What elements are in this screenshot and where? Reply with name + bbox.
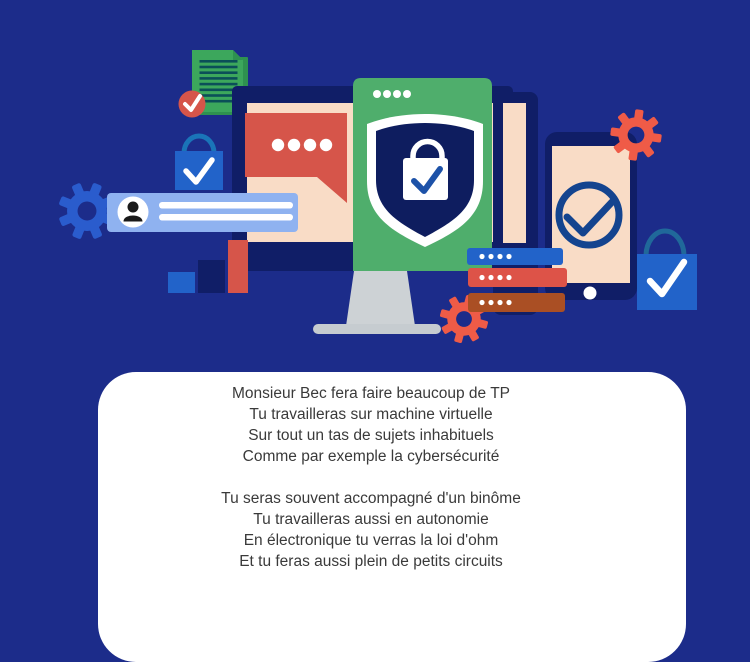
shopping-bag-icon: [637, 231, 697, 310]
monitor-stand: [313, 271, 441, 334]
poem-stanza: [116, 488, 626, 572]
poem-stanza: [116, 383, 626, 467]
approved-badge-icon: [179, 91, 206, 118]
shopping-bag-icon: [175, 136, 223, 190]
poem-line: Tu seras souvent accompagné d'un binôme: [221, 490, 521, 507]
id-banner: [107, 193, 298, 232]
poem-line: Comme par exemple la cybersécurité: [242, 448, 500, 465]
poem-line: Monsieur Bec fera faire beaucoup de TP: [231, 385, 511, 402]
poem-card: [98, 372, 686, 662]
server-books: [467, 248, 567, 312]
poem-line: Tu travailleras aussi en autonomie: [253, 511, 489, 528]
tablet-screen: [503, 103, 526, 243]
poem-text: [116, 383, 626, 572]
poem-line: Tu travailleras sur machine virtuelle: [249, 406, 493, 423]
poem-line: En électronique tu verras la loi d'ohm: [243, 532, 499, 549]
home-button: [584, 287, 597, 300]
decor-blocks: [168, 240, 248, 293]
poem-line: Et tu feras aussi plein de petits circuits: [239, 553, 503, 570]
poem-line: Sur tout un tas de sujets inhabituels: [248, 427, 494, 444]
